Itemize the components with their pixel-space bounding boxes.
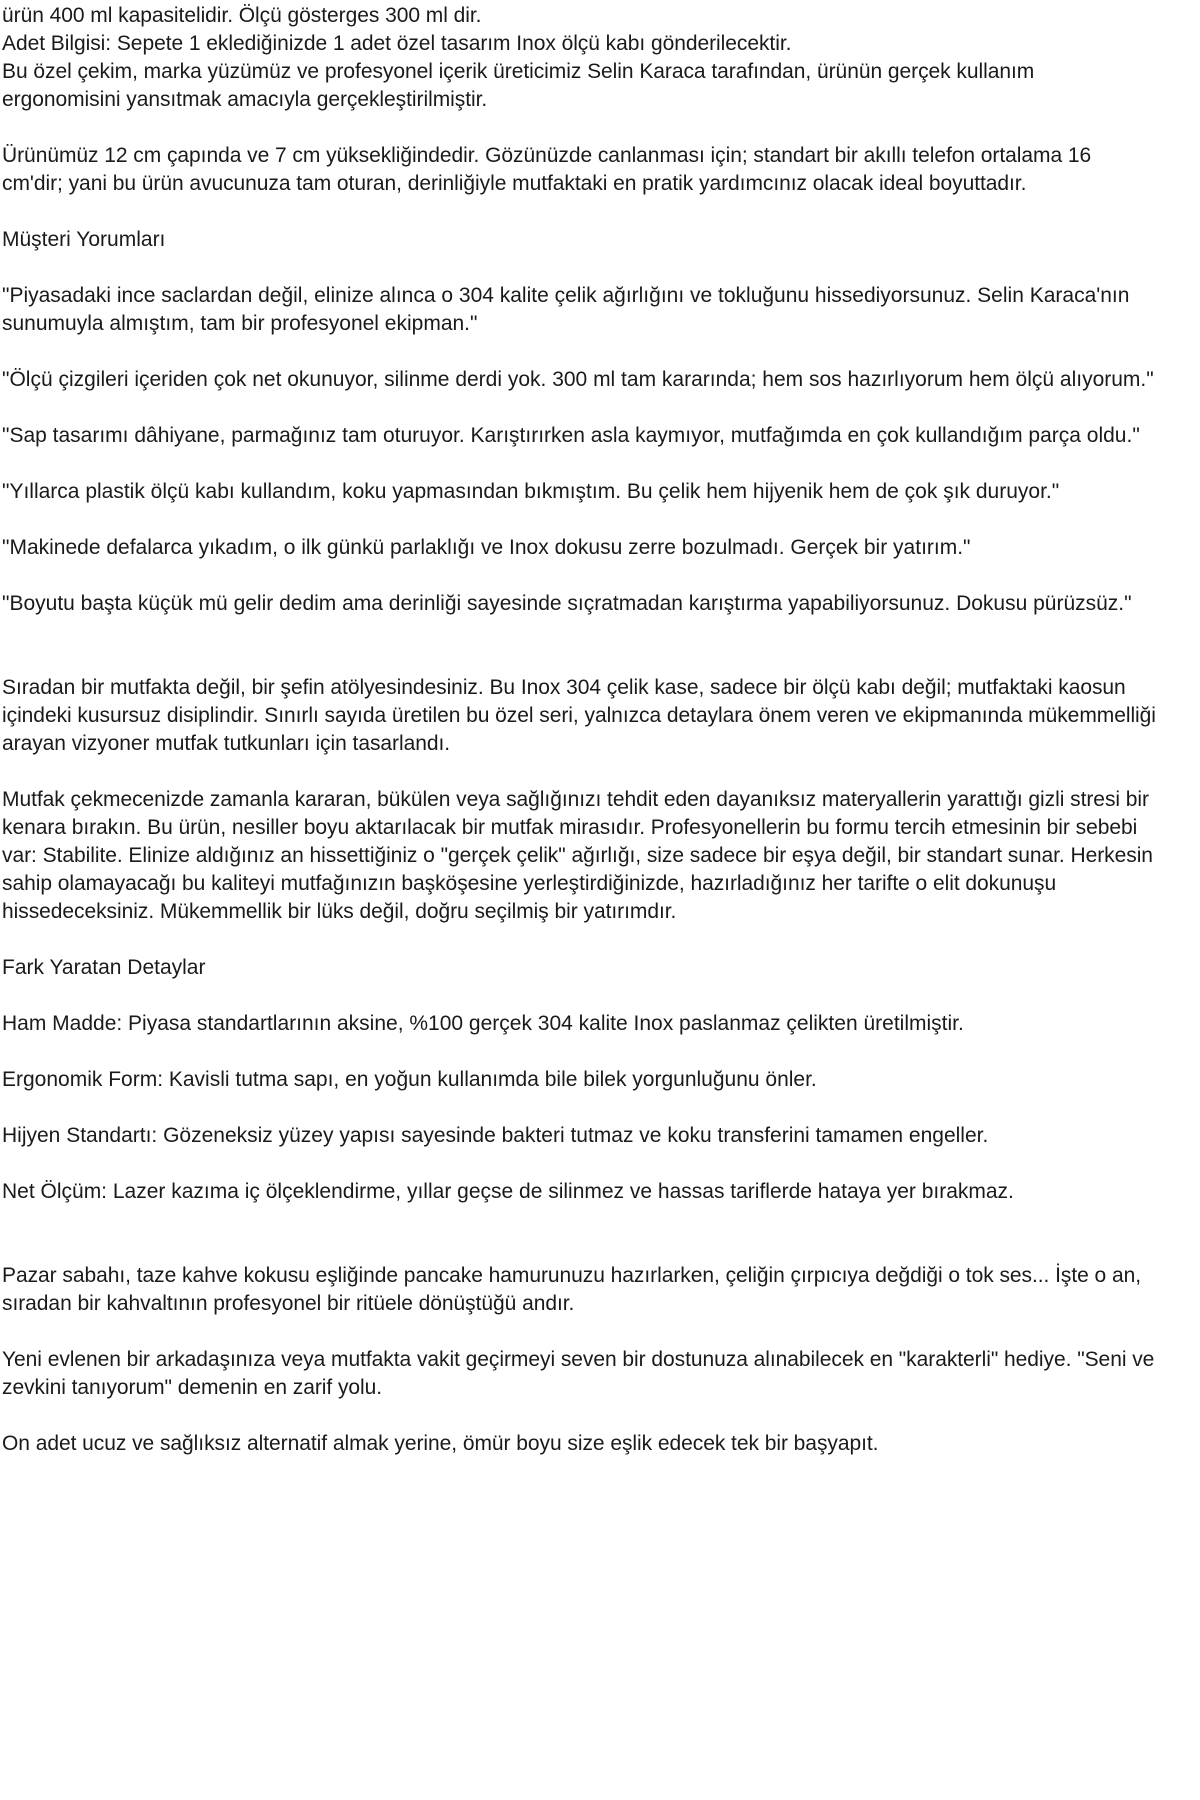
review-item: "Piyasadaki ince saclardan değil, elinize alınca o 304 kalite çelik ağırlığını ve tokluğunu hissediyorsunuz. Selin Karaca'nın sunumuyla almıştım, tam bir profesyonel ekipman." [2, 284, 1130, 335]
feature-item: Hijyen Standartı: Gözeneksiz yüzey yapısı sayesinde bakteri tutmaz ve koku transferini tamamen engeller. [2, 1124, 989, 1147]
feature-item: Ham Madde: Piyasa standartlarının aksine, %100 gerçek 304 kalite Inox paslanmaz çelikten üretilmiştir. [2, 1012, 964, 1035]
spacer [2, 1206, 1200, 1262]
review-item: "Sap tasarımı dâhiyane, parmağınız tam oturuyor. Karıştırırken asla kaymıyor, mutfağımda en çok kullandığım parça oldu." [2, 424, 1140, 447]
spacer [2, 1150, 1200, 1178]
spacer [2, 450, 1200, 478]
spacer [2, 1094, 1200, 1122]
spacer [2, 394, 1200, 422]
features-heading: Fark Yaratan Detaylar [2, 956, 206, 979]
review-item: "Boyutu başta küçük mü gelir dedim ama derinliği sayesinde sıçratmadan karıştırma yapabiliyorsunuz. Dokusu pürüzsüz." [2, 592, 1132, 615]
spacer [2, 926, 1200, 954]
spec-dimensions-paragraph: Ürünümüz 12 cm çapında ve 7 cm yüksekliğindedir. Gözünüzde canlanması için; standart bir akıllı telefon ortalama 16 cm'dir; yani bu ürün avucunuza tam oturan, derinliğiyle mutfaktaki en pratik yardımcınız olacak ideal boyuttadır. [2, 144, 1097, 195]
spacer [2, 338, 1200, 366]
spacer [2, 758, 1200, 786]
review-item: "Makinede defalarca yıkadım, o ilk günkü parlaklığı ve Inox dokusu zerre bozulmadı. Gerçek bir yatırım." [2, 536, 971, 559]
closing-paragraph-2: Yeni evlenen bir arkadaşınıza veya mutfakta vakit geçirmeyi seven bir dostunuza alınabilecek en "karakterli" hediye. "Seni ve zevkini tanıyorum" demenin en zarif yolu. [2, 1348, 1161, 1399]
spacer [2, 254, 1200, 282]
spacer [2, 982, 1200, 1010]
closing-paragraph-3: On adet ucuz ve sağlıksız alternatif almak yerine, ömür boyu size eşlik edecek tek bir başyapıt. [2, 1432, 879, 1455]
feature-item: Ergonomik Form: Kavisli tutma sapı, en yoğun kullanımda bile bilek yorgunluğunu önler. [2, 1068, 817, 1091]
spacer [2, 114, 1200, 142]
spacer [2, 506, 1200, 534]
spacer [2, 562, 1200, 590]
spacer [2, 1038, 1200, 1066]
spec-capacity-line: ürün 400 ml kapasitelidir. Ölçü gösterges 300 ml dir. [2, 4, 482, 27]
spacer [2, 618, 1200, 674]
spec-quantity-line: Adet Bilgisi: Sepete 1 eklediğinizde 1 adet özel tasarım Inox ölçü kabı gönderilecektir. [2, 32, 792, 55]
spec-photography-line: Bu özel çekim, marka yüzümüz ve profesyonel içerik üreticimiz Selin Karaca tarafından, ürünün gerçek kullanım ergonomisini yansıtmak amacıyla gerçekleştirilmiştir. [2, 60, 1040, 111]
spacer [2, 1318, 1200, 1346]
marketing-paragraph-1: Sıradan bir mutfakta değil, bir şefin atölyesindesiniz. Bu Inox 304 çelik kase, sadece bir ölçü kabı değil; mutfaktaki kaosun içindeki kusursuz disiplindir. Sınırlı sayıda üretilen bu özel seri, yalnızca detaylara önem veren ve ekipmanında mükemmelliği arayan vizyoner mutfak tutkunları için tasarlandı. [2, 676, 1162, 755]
feature-item: Net Ölçüm: Lazer kazıma iç ölçeklendirme, yıllar geçse de silinmez ve hassas tariflerde hataya yer bırakmaz. [2, 1180, 1014, 1203]
spacer [2, 1402, 1200, 1430]
closing-paragraph-1: Pazar sabahı, taze kahve kokusu eşliğinde pancake hamurunuzu hazırlarken, çeliğin çırpıcıya değdiği o tok ses... İşte o an, sıradan bir kahvaltının profesyonel bir ritüele dönüştüğü andır. [2, 1264, 1147, 1315]
review-item: "Ölçü çizgileri içeriden çok net okunuyor, silinme derdi yok. 300 ml tam kararında; hem sos hazırlıyorum hem ölçü alıyorum." [2, 368, 1154, 391]
spacer [2, 198, 1200, 226]
review-item: "Yıllarca plastik ölçü kabı kullandım, koku yapmasından bıkmıştım. Bu çelik hem hijyenik hem de çok şık duruyor." [2, 480, 1060, 503]
marketing-paragraph-2: Mutfak çekmecenizde zamanla kararan, bükülen veya sağlığınızı tehdit eden dayanıksız materyallerin yarattığı gizli stresi bir kenara bırakın. Bu ürün, nesiller boyu aktarılacak bir mutfak mirasıdır. Profesyonellerin bu formu tercih etmesinin bir sebebi var: Stabilite. Elinize aldığınız an hissettiğiniz o "gerçek çelik" ağırlığı, size sadece bir eşya değil, bir standart sunar. Herkesin sahip olamayacağı bu kaliteyi mutfağınızın başköşesine yerleştirdiğinizde, hazırladığınız her tarifte o elit dokunuşu hissedeceksiniz. Mükemmellik bir lüks değil, doğru seçilmiş bir yatırımdır. [2, 788, 1159, 923]
reviews-heading: Müşteri Yorumları [2, 228, 166, 251]
